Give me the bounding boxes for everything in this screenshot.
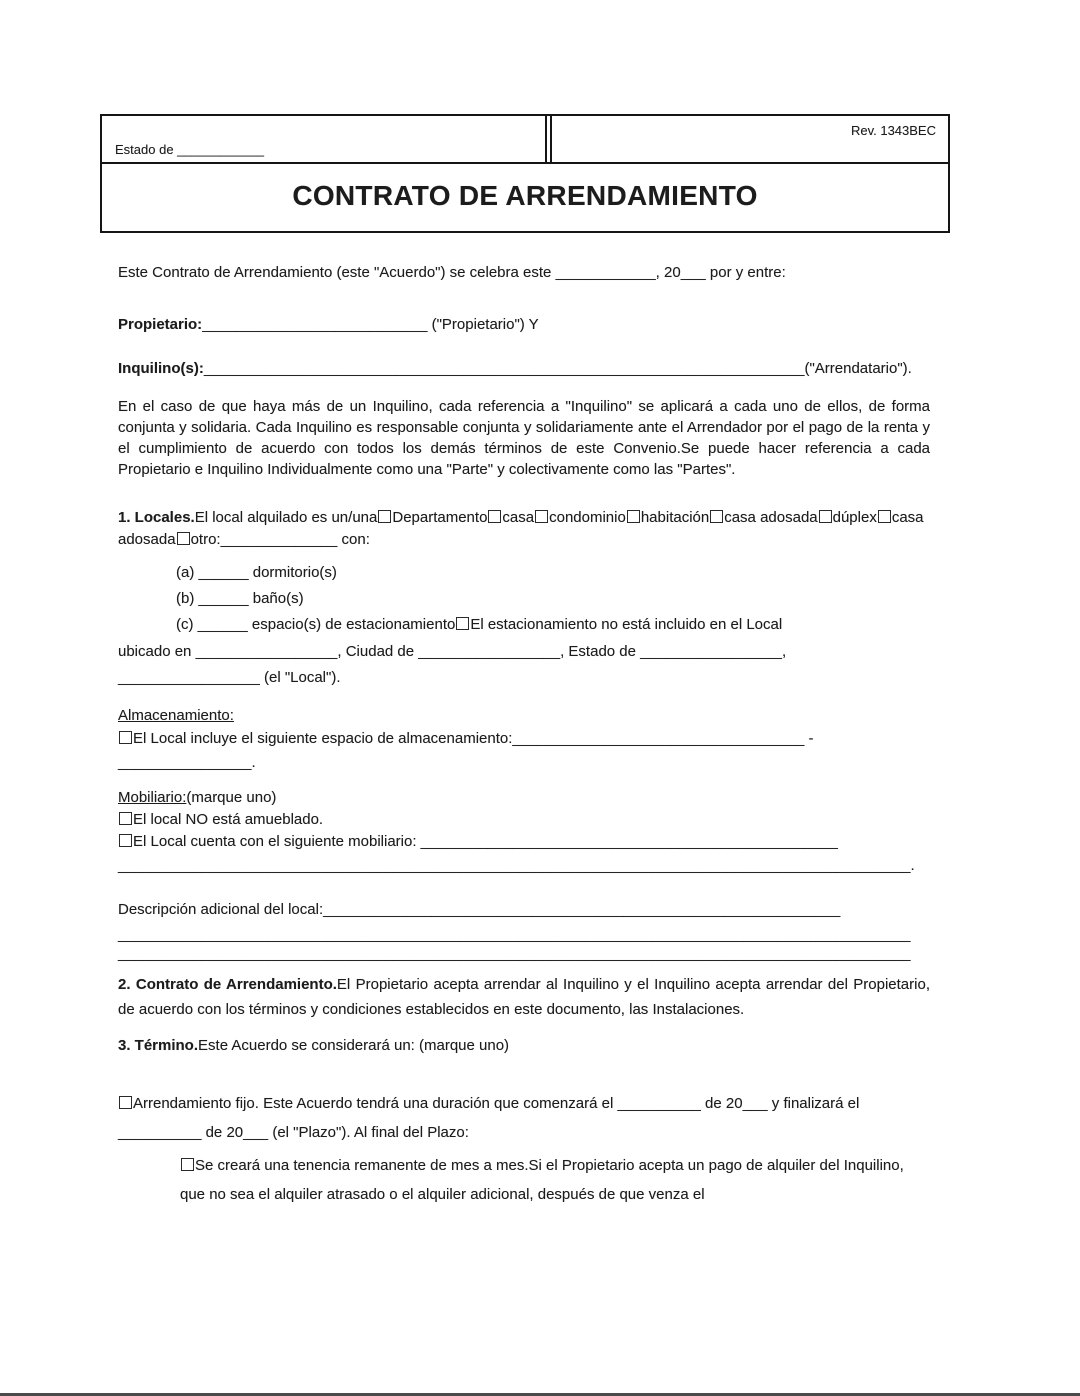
almacenamiento-option-line xyxy=(118,728,930,749)
descripcion-line xyxy=(118,899,930,920)
header-estado-cell xyxy=(102,116,547,162)
item-estacionamiento xyxy=(176,614,930,635)
arrendamiento-fijo-text: Arrendamiento fijo. Este Acuerdo tendrá una duración que comenzará el __________ de 20___ y finalizará el __________ de 20___ (el "Plazo"). Al final del Plazo: xyxy=(118,1095,860,1141)
estado-blank[interactable]: ____________ xyxy=(177,142,264,157)
section-2-body: El Propietario acepta arrendar al Inquilino y el Inquilino acepta arrendar del Propietario, de acuerdo con los términos y condiciones establecidos en este documento, las Instalaciones. xyxy=(118,976,930,1018)
checkbox-duplex[interactable] xyxy=(819,510,832,523)
mobiliario-option-furnished xyxy=(118,831,930,852)
document-title: CONTRATO DE ARRENDAMIENTO xyxy=(292,180,758,211)
locales-detail-list xyxy=(176,562,930,635)
tenencia-remanente-text: Se creará una tenencia remanente de mes a mes.Si el Propietario acepta un pago de alquiler del Inquilino, que no sea el alquiler atrasado o el alquiler adicional, después de que venza el xyxy=(180,1157,904,1203)
options-suffix: con: xyxy=(337,531,370,548)
opening-text-2: , 20 xyxy=(655,264,681,281)
checkbox-no-amueblado[interactable] xyxy=(119,812,132,825)
checkbox-almacenamiento[interactable] xyxy=(119,731,132,744)
descripcion-blank[interactable]: ______________________________________________________________ xyxy=(323,901,841,918)
checkbox-arrendamiento-fijo[interactable] xyxy=(119,1096,132,1109)
descripcion-blank-line-2[interactable]: _______________________________________________________________________________________________ xyxy=(118,926,911,943)
propietario-blank[interactable]: ___________________________ xyxy=(202,316,428,333)
option-otro: otro:______________ xyxy=(190,531,338,548)
section-3-line xyxy=(118,1035,930,1056)
con-mobiliario-text: El Local cuenta con el siguiente mobiliario: xyxy=(133,833,421,850)
propietario-line xyxy=(118,314,930,335)
propietario-label: Propietario: xyxy=(118,316,203,333)
almacenamiento-tail: - xyxy=(804,730,814,747)
ubicado-line-1: ubicado en _________________, Ciudad de _________________, Estado de _________________, xyxy=(118,643,787,660)
inquilino-label: Inquilino(s): xyxy=(118,360,204,377)
fixed-term-option xyxy=(118,1089,930,1147)
checkbox-otro[interactable] xyxy=(177,532,190,545)
almacenamiento-text: El Local incluye el siguiente espacio de almacenamiento: xyxy=(133,730,513,747)
parking-note: El estacionamiento no está incluido en el Local xyxy=(470,616,783,633)
option-casa-adosada: casa adosada xyxy=(724,509,818,526)
section-3-heading: 3. Término. xyxy=(118,1037,199,1054)
option-casa-adosada-2: casa adosada xyxy=(118,509,924,548)
checkbox-tenencia-remanente[interactable] xyxy=(181,1158,194,1171)
almacenamiento-blank[interactable]: ___________________________________ xyxy=(512,730,805,747)
parties-paragraph: En el caso de que haya más de un Inquilino, cada referencia a "Inquilino" se aplicará a cada uno de ellos, de forma conjunta y solidaria. Cada Inquilino es responsable conjunta y solidariamente ante el Arrendador por el pago de la renta y el cumplimiento de acuerdo con todos los demás términos de este Convenio.Se puede hacer referencia a cada Propietario e Inquilino Individualmente como una "Parte" y colectivamente como las "Partes". xyxy=(118,398,930,478)
propietario-suffix: ("Propietario") Y xyxy=(427,316,539,333)
checkbox-habitacion[interactable] xyxy=(627,510,640,523)
locales-intro-text: El local alquilado es un/una xyxy=(194,509,378,526)
checkbox-condominio[interactable] xyxy=(535,510,548,523)
inquilino-line xyxy=(118,358,930,379)
descripcion-label: Descripción adicional del local: xyxy=(118,901,324,918)
option-casa: casa xyxy=(502,509,535,526)
header-top-row xyxy=(102,116,948,164)
estado-label: Estado de xyxy=(115,142,174,157)
form-header-box xyxy=(100,114,950,233)
checkbox-con-mobiliario[interactable] xyxy=(119,834,132,847)
mobiliario-blank-line-2[interactable]: _______________________________________________________________________________________________. xyxy=(118,857,915,874)
section-3-body: Este Acuerdo se considerará un: (marque uno) xyxy=(198,1037,510,1054)
option-duplex: dúplex xyxy=(832,509,877,526)
mobiliario-option-unfurnished xyxy=(118,809,930,830)
inquilino-suffix: ("Arrendatario"). xyxy=(804,360,912,377)
no-amueblado-text: El local NO está amueblado. xyxy=(133,811,324,828)
item-estacionamiento-text: (c) ______ espacio(s) de estacionamiento xyxy=(176,616,456,633)
opening-line xyxy=(118,262,930,283)
revision-number: Rev. 1343BEC xyxy=(850,123,936,138)
section-2-heading: 2. Contrato de Arrendamiento. xyxy=(118,976,337,993)
checkbox-parking-not-included[interactable] xyxy=(456,617,469,630)
opening-text-1: Este Contrato de Arrendamiento (este "Acuerdo") se celebra este xyxy=(118,264,552,281)
mobiliario-heading-line xyxy=(118,787,930,808)
almacenamiento-heading: Almacenamiento: xyxy=(118,707,234,724)
inquilino-blank[interactable]: ________________________________________________________________________ xyxy=(203,360,805,377)
ubicado-line-2: _________________ (el "Local"). xyxy=(118,669,341,686)
year-blank[interactable]: ___ xyxy=(680,264,706,281)
header-rev-cell xyxy=(550,116,948,162)
item-banos: (b) ______ baño(s) xyxy=(176,590,304,607)
checkbox-casa[interactable] xyxy=(488,510,501,523)
checkbox-casa-adosada[interactable] xyxy=(710,510,723,523)
document-body xyxy=(118,262,930,1209)
mobiliario-heading: Mobiliario: xyxy=(118,789,187,806)
section-2-paragraph xyxy=(118,972,930,1022)
section-1-heading: 1. Locales. xyxy=(118,509,195,526)
mobiliario-heading-suffix: (marque uno) xyxy=(186,789,277,806)
checkbox-casa-adosada-2[interactable] xyxy=(878,510,891,523)
opening-text-3: por y entre: xyxy=(705,264,786,281)
section-1-locales-line xyxy=(118,507,930,551)
mobiliario-blank[interactable]: __________________________________________________ xyxy=(420,833,838,850)
option-departamento: Departamento xyxy=(392,509,488,526)
date-blank[interactable]: ____________ xyxy=(555,264,656,281)
checkbox-departamento[interactable] xyxy=(378,510,391,523)
almacenamiento-blank-line-2[interactable]: ________________. xyxy=(118,754,256,771)
option-condominio: condominio xyxy=(549,509,626,526)
descripcion-blank-line-3[interactable]: _______________________________________________________________________________________________ xyxy=(118,945,911,962)
item-dormitorios: (a) ______ dormitorio(s) xyxy=(176,564,337,581)
option-habitacion: habitación xyxy=(640,509,710,526)
holdover-option xyxy=(180,1151,930,1209)
